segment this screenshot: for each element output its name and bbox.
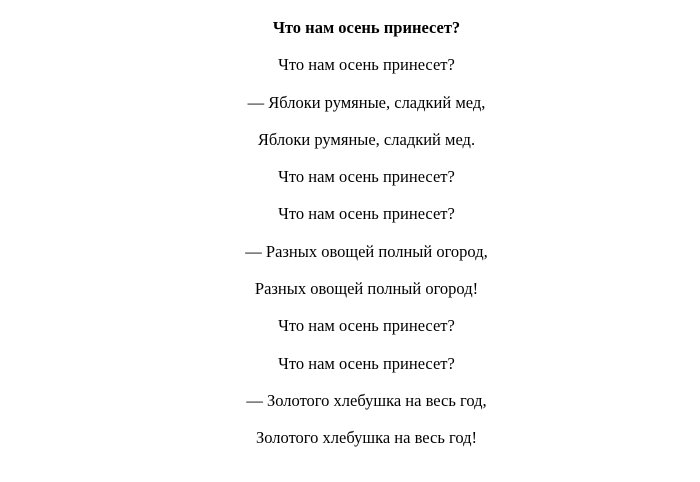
poem-line-7: Разных овощей полный огород!: [254, 279, 479, 299]
poem-body: [0, 16, 700, 464]
poem-line-8: Что нам осень принесет?: [278, 316, 455, 336]
poem-line-9: Что нам осень принесет?: [278, 353, 455, 373]
poem-line-4: Что нам осень принесет?: [278, 167, 455, 187]
poem-line-3: Яблоки румяные, сладкий мед.: [257, 129, 476, 149]
poem-line-2: — Яблоки румяные, сладкий мед,: [247, 92, 486, 112]
poem-line-10: — Золотого хлебушка на весь год,: [246, 390, 487, 410]
poem-title: Что нам осень принесет?: [272, 18, 461, 37]
poem-line-1: Что нам осень принесет?: [278, 55, 455, 75]
poem-line-11: Золотого хлебушка на весь год!: [256, 428, 477, 448]
poem-line-6: — Разных овощей полный огород,: [245, 241, 488, 261]
poem-line-5: Что нам осень принесет?: [278, 204, 455, 224]
